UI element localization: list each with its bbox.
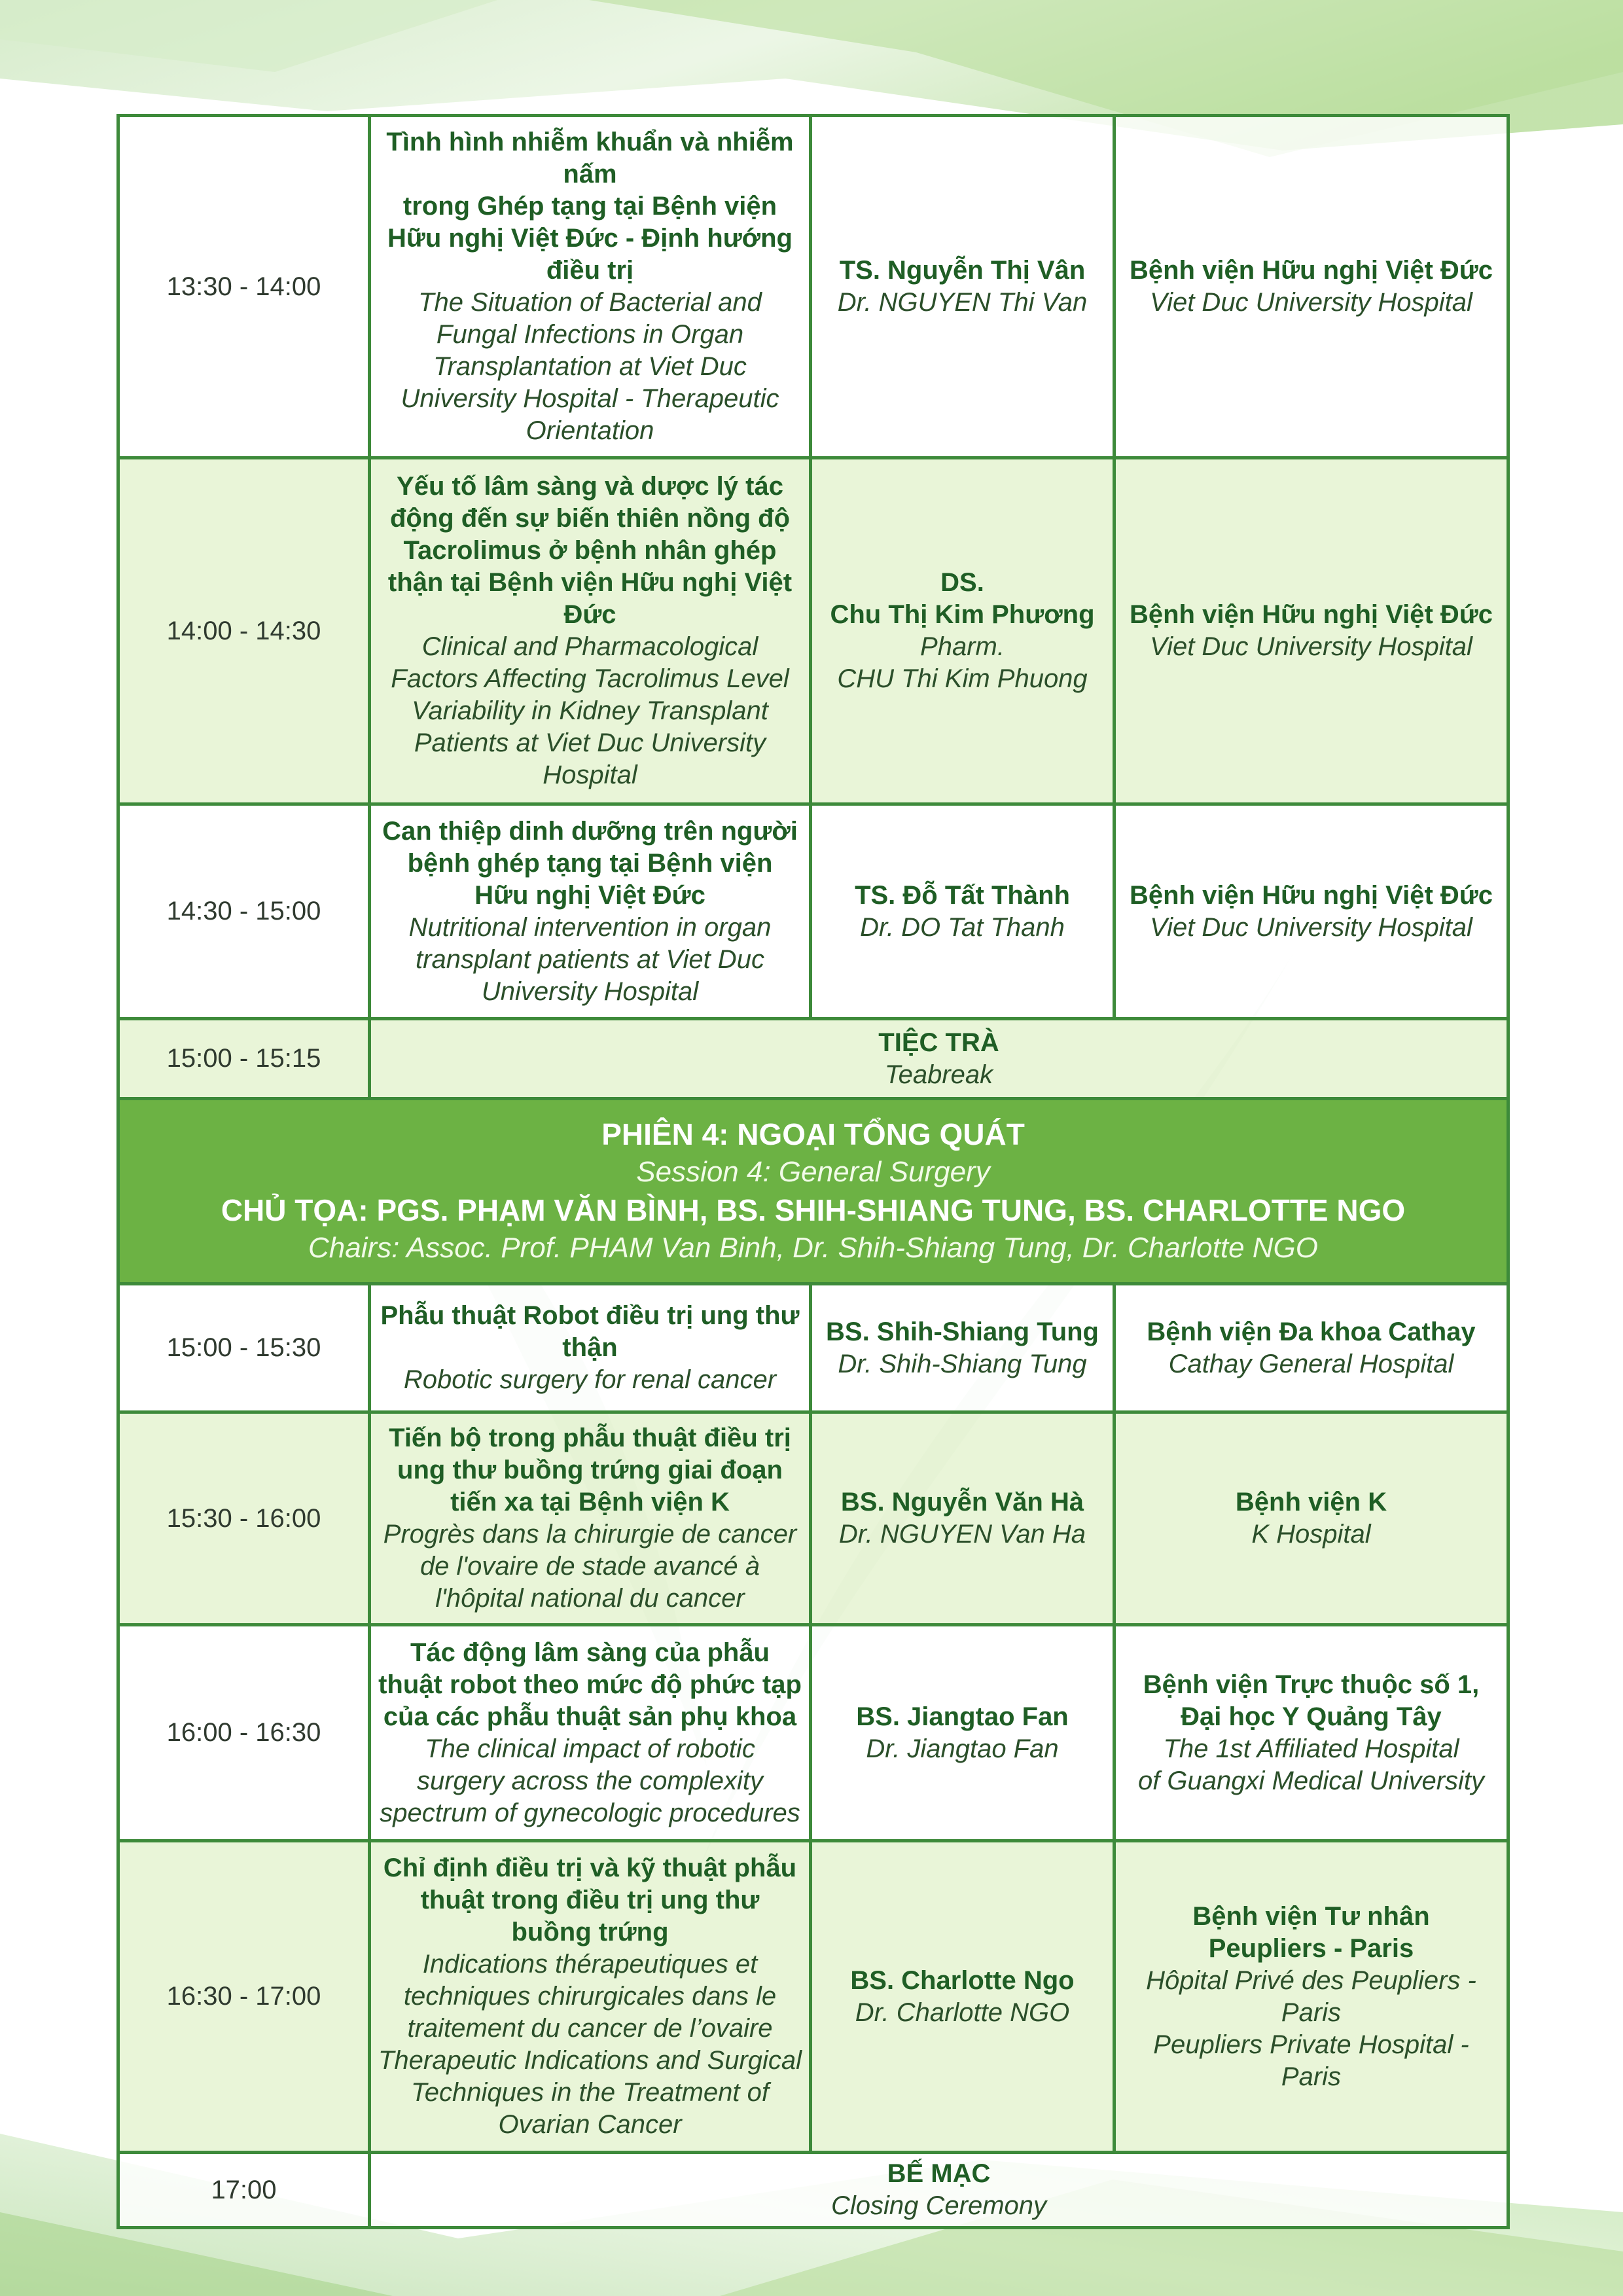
speaker-cell [811, 1841, 1115, 2153]
speaker-cell [811, 1412, 1115, 1625]
affiliation-english: Viet Duc University Hospital [1150, 632, 1472, 661]
time-cell: 15:00 - 15:30 [118, 1284, 370, 1412]
affiliation-cell [1115, 1625, 1508, 1841]
closing-label-english: Closing Ceremony [830, 2191, 1047, 2220]
topic-vietnamese: Phẫu thuật Robot điều trị ung thư thận [380, 1301, 800, 1362]
schedule-row [118, 458, 1508, 804]
time-cell: 17:00 [118, 2153, 370, 2228]
affiliation-vietnamese: Bệnh viện Đa khoa Cathay [1147, 1317, 1476, 1346]
speaker-cell [811, 1284, 1115, 1412]
speaker-english: Dr. Charlotte NGO [855, 1998, 1070, 2027]
session-title-english: Session 4: General Surgery [636, 1156, 990, 1188]
topic-vietnamese: Yếu tố lâm sàng và dược lý tác động đến sự biến thiên nồng độ Tacrolimus ở bệnh nhân ghép thận tại Bệnh viện Hữu nghị Việt Đức [387, 472, 793, 629]
speaker-english: Dr. Jiangtao Fan [866, 1734, 1059, 1763]
affiliation-vietnamese: Bệnh viện K [1235, 1488, 1387, 1516]
topic-cell [370, 804, 811, 1019]
teabreak-label-vietnamese: TIỆC TRÀ [878, 1028, 999, 1057]
session-chairs-vietnamese: CHỦ TỌA: PGS. PHẠM VĂN BÌNH, BS. SHIH-SHIANG TUNG, BS. CHARLOTTE NGO [221, 1193, 1406, 1227]
conference-schedule-table [116, 114, 1510, 2229]
time-cell: 15:30 - 16:00 [118, 1412, 370, 1625]
closing-row [118, 2153, 1508, 2228]
speaker-cell [811, 116, 1115, 458]
speaker-vietnamese: TS. Đỗ Tất Thành [855, 880, 1070, 910]
affiliation-english: Hôpital Privé des Peupliers - Paris Peupliers Private Hospital - Paris [1146, 1965, 1476, 2091]
topic-vietnamese: Tác động lâm sàng của phẫu thuật robot theo mức độ phức tạp của các phẫu thuật sản phụ khoa [378, 1638, 802, 1731]
time-cell: 13:30 - 14:00 [118, 116, 370, 458]
schedule-row [118, 804, 1508, 1019]
affiliation-cell [1115, 116, 1508, 458]
schedule-row [118, 1625, 1508, 1841]
topic-vietnamese: Chỉ định điều trị và kỹ thuật phẫu thuật trong điều trị ung thư buồng trứng [383, 1854, 797, 1946]
schedule-row [118, 116, 1508, 458]
speaker-cell [811, 458, 1115, 804]
speaker-english: Dr. NGUYEN Thi Van [837, 288, 1088, 317]
speaker-english: Dr. NGUYEN Van Ha [838, 1520, 1086, 1549]
topic-english: Clinical and Pharmacological Factors Affecting Tacrolimus Level Variability in Kidney Transplant Patients at Viet Duc University Hospital [391, 632, 789, 789]
affiliation-english: The 1st Affiliated Hospital of Guangxi Medical University [1137, 1734, 1485, 1795]
affiliation-vietnamese: Bệnh viện Hữu nghị Việt Đức [1129, 600, 1493, 629]
schedule-row [118, 1284, 1508, 1412]
session-header-cell [118, 1099, 1508, 1284]
topic-english: Robotic surgery for renal cancer [403, 1365, 777, 1394]
closing-label-vietnamese: BẾ MẠC [887, 2159, 991, 2188]
time-cell: 15:00 - 15:15 [118, 1019, 370, 1099]
speaker-english: Dr. DO Tat Thanh [860, 912, 1065, 942]
time-cell: 14:30 - 15:00 [118, 804, 370, 1019]
affiliation-cell [1115, 458, 1508, 804]
speaker-cell [811, 1625, 1115, 1841]
affiliation-cell [1115, 1841, 1508, 2153]
topic-cell [370, 116, 811, 458]
topic-cell [370, 1412, 811, 1625]
topic-english: The clinical impact of robotic surgery across the complexity spectrum of gynecologic procedures [380, 1734, 800, 1827]
speaker-cell [811, 804, 1115, 1019]
speaker-vietnamese: BS. Jiangtao Fan [856, 1702, 1069, 1731]
topic-cell [370, 1284, 811, 1412]
speaker-english: Pharm. CHU Thi Kim Phuong [837, 632, 1088, 693]
affiliation-vietnamese: Bệnh viện Tư nhân Peupliers - Paris [1192, 1901, 1430, 1963]
schedule-row [118, 1841, 1508, 2153]
affiliation-cell [1115, 804, 1508, 1019]
teabreak-cell [370, 1019, 1508, 1099]
speaker-vietnamese: BS. Nguyễn Văn Hà [840, 1488, 1084, 1516]
time-cell: 16:00 - 16:30 [118, 1625, 370, 1841]
speaker-vietnamese: BS. Shih-Shiang Tung [826, 1317, 1099, 1346]
affiliation-vietnamese: Bệnh viện Trực thuộc số 1, Đại học Y Quảng Tây [1143, 1670, 1480, 1731]
session-chairs-english: Chairs: Assoc. Prof. PHAM Van Binh, Dr. Shih-Shiang Tung, Dr. Charlotte NGO [308, 1232, 1318, 1264]
affiliation-english: Viet Duc University Hospital [1150, 912, 1472, 942]
speaker-vietnamese: BS. Charlotte Ngo [850, 1965, 1075, 1995]
topic-english: Progrès dans la chirurgie de cancer de l'ovaire de stade avancé à l'hôpital national du cancer [383, 1520, 797, 1613]
affiliation-vietnamese: Bệnh viện Hữu nghị Việt Đức [1129, 880, 1493, 910]
time-cell: 14:00 - 14:30 [118, 458, 370, 804]
teabreak-label-english: Teabreak [884, 1060, 993, 1089]
topic-english: Nutritional intervention in organ transplant patients at Viet Duc University Hospital [408, 912, 772, 1006]
affiliation-vietnamese: Bệnh viện Hữu nghị Việt Đức [1129, 256, 1493, 285]
speaker-vietnamese: DS. Chu Thị Kim Phương [830, 568, 1095, 629]
topic-cell [370, 458, 811, 804]
topic-cell [370, 1841, 811, 2153]
topic-english: The Situation of Bacterial and Fungal Infections in Organ Transplantation at Viet Duc University Hospital - Therapeutic Orientation [401, 288, 779, 445]
affiliation-english: Viet Duc University Hospital [1150, 288, 1472, 317]
session-title-vietnamese: PHIÊN 4: NGOẠI TỔNG QUÁT [601, 1117, 1025, 1151]
topic-vietnamese: Tiến bộ trong phẫu thuật điều trị ung thư buồng trứng giai đoạn tiến xa tại Bệnh viện K [389, 1424, 791, 1516]
time-cell: 16:30 - 17:00 [118, 1841, 370, 2153]
teabreak-row [118, 1019, 1508, 1099]
affiliation-english: Cathay General Hospital [1168, 1349, 1454, 1378]
session-header-row [118, 1099, 1508, 1284]
closing-cell [370, 2153, 1508, 2228]
affiliation-cell [1115, 1412, 1508, 1625]
affiliation-english: K Hospital [1251, 1520, 1371, 1549]
schedule-row [118, 1412, 1508, 1625]
topic-cell [370, 1625, 811, 1841]
affiliation-cell [1115, 1284, 1508, 1412]
topic-vietnamese: Tình hình nhiễm khuẩn và nhiễm nấm trong Ghép tạng tại Bệnh viện Hữu nghị Việt Đức - Định hướng điều trị [386, 128, 794, 285]
speaker-vietnamese: TS. Nguyễn Thị Vân [839, 256, 1086, 285]
topic-english: Indications thérapeutiques et techniques chirurgicales dans le traitement du cancer de l’ovaire Therapeutic Indications and Surgical Techniques in the Treatment of Ovarian Cancer [378, 1950, 802, 2139]
speaker-english: Dr. Shih-Shiang Tung [838, 1349, 1087, 1378]
topic-vietnamese: Can thiệp dinh dưỡng trên người bệnh ghép tạng tại Bệnh viện Hữu nghị Việt Đức [382, 816, 798, 910]
